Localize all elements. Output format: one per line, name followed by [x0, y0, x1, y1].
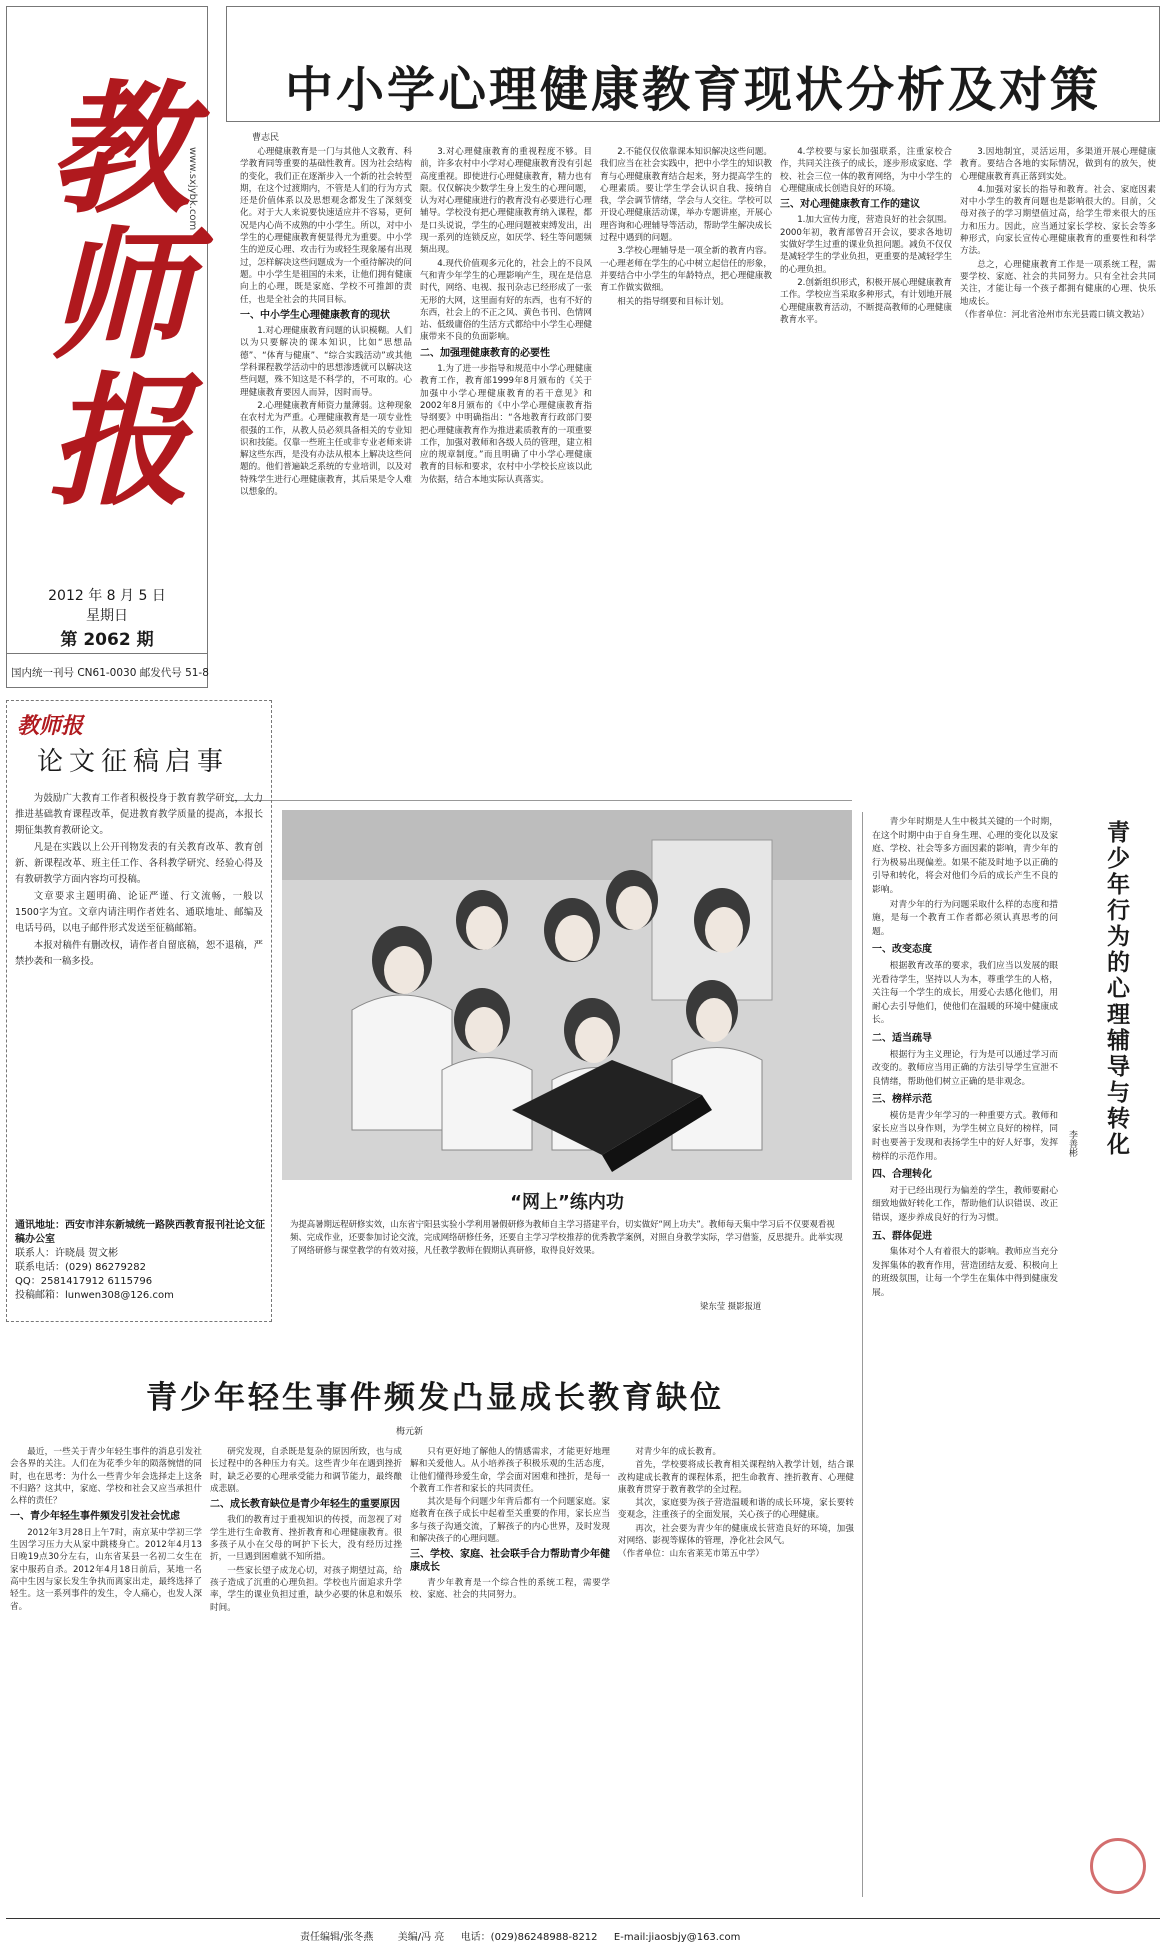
side-paragraph: 青少年时期是人生中极其关键的一个时期，在这个时期中由于自身生理、心理的变化以及家庭、学校、社会等多方面因素的影响，青少年的行为极易出现偏差。如果不能及时地予以正确的引导和转化，将会对他们今后的成长产生不良的影响。	[872, 817, 1058, 895]
bottom-paragraph: 研究发现，自杀既是复杂的原因所致，也与成长过程中的各种压力有关。这些青少年在遇到挫折时，缺乏必要的心理承受能力和调节能力，最终酿成悲剧。	[210, 1447, 402, 1494]
side-paragraph: 集体对个人有着很大的影响。教师应当充分发挥集体的教育作用，营造团结友爱、积极向上的班级氛围，让每一个学生在集体中得到健康发展。	[872, 1247, 1058, 1298]
bottom-paragraph: 首先，学校要将成长教育相关课程纳入教学计划，结合课改构建成长教育的课程体系，把生命教育、挫折教育、心理健康教育贯穿于教育教学的全过程。	[618, 1460, 854, 1495]
lead-column-5	[960, 146, 1156, 636]
side-subhead: 四、合理转化	[872, 1169, 932, 1181]
bottom-byline: （作者单位：山东省莱芜市第五中学）	[618, 1549, 765, 1560]
publication-codes: 国内统一刊号 CN61-0030 邮发代号 51-8	[11, 667, 209, 679]
side-paragraph: 模仿是青少年学习的一种重要方式。教师和家长应当以身作则，为学生树立良好的榜样，同时也要善于发现和表扬学生中的好人好事，发挥榜样的示范作用。	[872, 1110, 1058, 1162]
bottom-paragraph: 最近，一些关于青少年轻生事件的消息引发社会各界的关注。人们在为花季少年的陨落惋惜的同时，也在思考：为什么一些青少年会选择走上这条不归路？这其中，家庭、学校和社会又应当承担什么样的责任？	[10, 1447, 202, 1507]
notice-paragraph: 文章要求主题明确、论证严谨、行文流畅，一般以1500字为宜。文章内请注明作者姓名、通联地址、邮编及电话号码，以电子邮件形式发送至征稿邮箱。	[15, 891, 263, 934]
lead-paragraph: 心理健康教育是一门与其他人文教育、科学教育同等重要的基础性教育。因为社会结构的变化，我们正在逐渐步入一个新的社会转型期，在这个过渡期内，不管是人们的行为方式还是价值体系以及思想观念都发生了深刻变化。对于大人来说要快速适应并不容易，更何况是内心尚不成熟的中小学生。所以，对中小学生的心理健康教育便显得尤为重要。中小学生的逆反心理、攻击行为或轻生现象屡有出现过，怎样解决这些问题成为一个亟待解决的问题。中小学生是祖国的未来，让他们拥有健康向上的心理，既是家庭、学校不可推卸的责任，也是全社会的共同目标。	[240, 147, 412, 305]
lead-byline: （作者单位：河北省沧州市东光县霞口镇文教站）	[960, 309, 1150, 320]
side-paragraph: 对青少年的行为问题采取什么样的态度和措施，是每一个教育工作者都必须认真思考的问题。	[872, 899, 1058, 937]
masthead-divider	[7, 653, 207, 654]
bottom-subhead: 三、学校、家庭、社会联手合力帮助青少年健康成长	[410, 1549, 610, 1573]
lead-paragraph: 1.加大宣传力度，营造良好的社会氛围。2000年初，教育部曾召开会议，要求各地切实做好学生过重的课业负担问题。减负不仅仅是减轻学生的学业负担，更重要的是减轻学生的心理负担。	[780, 215, 952, 275]
notice-contacts	[15, 1219, 265, 1303]
masthead-url: www.sxjybk.com	[187, 147, 198, 231]
lead-subhead-1: 一、中小学生心理健康教育的现状	[240, 309, 390, 321]
stamp-icon	[1090, 1838, 1146, 1894]
lead-column-4	[780, 146, 952, 636]
bottom-subhead: 二、成长教育缺位是青少年轻生的重要原因	[210, 1499, 400, 1511]
bottom-paragraph: 我们的教育过于重视知识的传授，而忽视了对学生进行生命教育、挫折教育和心理健康教育。很多孩子从小在父母的呵护下长大，没有经历过挫折，一旦遇到困难就不知所措。	[210, 1515, 402, 1563]
lead-paragraph: 3.因地制宜，灵活运用，多渠道开展心理健康教育。要结合各地的实际情况，做到有的放矢，使心理健康教育真正落到实处。	[960, 147, 1156, 182]
photo-credit: 梁东莹 摄影报道	[700, 1301, 762, 1311]
issue-number: 第 2062 期	[60, 630, 154, 650]
bottom-headline: 青少年轻生事件频发凸显成长教育缺位	[146, 1380, 724, 1416]
notice-paragraph: 为鼓励广大教育工作者积极投身于教育教学研究，大力推进基础教育课程改革，促进教育教学质量的提高，本报长期征集教育教研论文。	[15, 793, 263, 836]
masthead-box	[6, 6, 208, 688]
bottom-paragraph: 一些家长望子成龙心切，对孩子期望过高，给孩子造成了沉重的心理负担。学校也片面追求升学率，学生的课业负担过重，缺少必要的休息和娱乐时间。	[210, 1565, 402, 1613]
contact-phone: 联系电话：(029) 86279282	[15, 1262, 146, 1273]
contact-qq: QQ：2581417912 6115796	[15, 1276, 153, 1287]
side-paragraph: 对于已经出现行为偏差的学生，教师要耐心细致地做好转化工作，帮助他们认识错误、改正错误，逐步养成良好的行为习惯。	[872, 1185, 1058, 1224]
lead-author: 曹志民	[252, 133, 280, 143]
contact-email: 投稿邮箱：lunwen308@126.com	[15, 1290, 174, 1301]
side-subhead: 一、改变态度	[872, 944, 932, 956]
notice-paragraph: 本报对稿件有删改权，请作者自留底稿，恕不退稿，严禁抄袭和一稿多投。	[15, 940, 263, 967]
footer	[300, 1928, 1060, 1943]
news-photo	[282, 810, 852, 1180]
footer-phone: 电话：(029)86248988-8212	[460, 1932, 598, 1943]
bottom-paragraph: 其次，家庭要为孩子营造温暖和谐的成长环境，家长要转变观念，注重孩子的全面发展，关心孩子的心理健康。	[618, 1498, 854, 1521]
contact-address: 通讯地址：西安市沣东新城统一路陕西教育报刊社论文征稿办公室	[15, 1220, 265, 1245]
side-divider	[862, 812, 863, 1897]
notice-brand: 教师报	[17, 713, 84, 739]
masthead-title: 教师报	[24, 74, 190, 512]
footer-design: 美编/冯 亮	[397, 1932, 445, 1943]
side-subhead: 五、群体促进	[872, 1230, 932, 1242]
lead-paragraph: 2.不能仅仅依靠课本知识解决这些问题。我们应当在社会实践中，把中小学生的知识教育与心理健康教育结合起来，努力提高学生的心理素质。要让学生学会认识自我、接纳自我，学会调节情绪，学会与人交往。学校可以开设心理健康活动课，举办专题讲座，开展心理咨询和心理辅导等活动，帮助学生解决成长过程中遇到的问题。	[600, 147, 772, 244]
lead-column-3	[600, 146, 772, 636]
side-author: 李善彬	[1067, 1130, 1077, 1157]
lead-subhead-3: 三、对心理健康教育工作的建议	[780, 199, 920, 211]
bottom-paragraph: 2012年3月28日上午7时，南京某中学初三学生因学习压力大从家中跳楼身亡。2012年4月13日晚19点30分左右，山东省某县一名初二女生在家中服药自杀。2012年4月18日前后，某地一名高中生因与家长发生争执而离家出走，最终选择了轻生。这一系列事件的发生，令人痛心，也发人深省。	[10, 1527, 202, 1612]
lead-paragraph: 1.为了进一步指导和规范中小学心理健康教育工作，教育部1999年8月颁布的《关于加强中小学心理健康教育的若干意见》和2002年8月颁布的《中小学心理健康教育指导纲要》中明确指出：“各地教育行政部门要把心理健康教育作为推进素质教育的一项重要工作，加强对教师和各级人员的管理，建立相应的规章制度。”而且明确了中小学心理健康教育的目标和要求，农村中小学校长应该以此为依据，结合本地实际认真落实。	[420, 364, 592, 485]
side-headline: 青少年行为的心理辅导与转化	[1103, 820, 1129, 1158]
side-subhead: 二、适当疏导	[872, 1032, 932, 1044]
lead-paragraph: 3.对心理健康教育的重视程度不够。目前，许多农村中小学对心理健康教育没有引起高度重视。即使进行心理健康教育，精力也有限。仅仅解决少数学生身上发生的心理问题，认为对心理健康进行的教育没有必要进行心理辅导。学校没有把心理健康教育纳入课程，都是口头说说，学生的心理问题被束缚发出，出现一系列的连锁反应，如厌学、轻生等问题频频出现。	[420, 147, 592, 256]
bottom-column-4	[618, 1446, 854, 1898]
lead-column-1	[240, 146, 412, 636]
notice-title: 论文征稿启事	[37, 747, 230, 777]
bottom-column-1	[10, 1446, 202, 1898]
footer-email: E-mail:jiaosbjy@163.com	[613, 1932, 741, 1943]
footer-rule	[6, 1918, 1160, 1919]
issue-weekday: 星期日	[86, 608, 128, 624]
lead-paragraph: 4.学校要与家长加强联系，注重家校合作，共同关注孩子的成长，逐步形成家庭、学校、社会三位一体的教育网络，为中小学生的心理健康成长创造良好的环境。	[780, 147, 952, 194]
lead-paragraph: 相关的指导纲要和目标计划。	[617, 296, 729, 307]
bottom-paragraph: 对青少年的成长教育。	[635, 1447, 722, 1457]
photo-caption-title: “网上”练内功	[510, 1192, 624, 1213]
side-paragraph: 根据教育改革的要求，我们应当以发展的眼光看待学生，坚持以人为本，尊重学生的人格，关注每一个学生的成长，用爱心去感化他们，用耐心去引导他们，使他们在温暖的环境中健康成长。	[872, 960, 1058, 1026]
bottom-paragraph: 其次是每个问题少年背后都有一个问题家庭。家庭教育在孩子成长中起着至关重要的作用，家长应当多与孩子沟通交流，了解孩子的内心世界，及时发现和解决孩子的心理问题。	[410, 1497, 610, 1545]
lead-paragraph: 4.现代价值观多元化的，社会上的不良风气和青少年学生的心理影响产生，现在是信息时代，网络、电视、报刊杂志已经形成了一张无形的大网，这里面有好的东西，也有不好的东西，社会上的不正之风、黄色书刊、色情网站、低级庸俗的生活方式都给中小学生心理健康带来不良的负面影响。	[420, 258, 592, 343]
section-rule	[226, 800, 852, 801]
bottom-column-3	[410, 1446, 610, 1898]
lead-paragraph: 3.学校心理辅导是一项全新的教育内容。一心理老师在学生的心中树立起信任的形象，并要结合中小学生的年龄特点，把心理健康教育工作做实做细。	[600, 246, 772, 294]
lead-paragraph: 1.对心理健康教育问题的认识模糊。人们以为只要解决的课本知识，比如“思想品德”、“体育与健康”、“综合实践活动”或其他学科课程教学活动中的思想渗透就可以解决这些问题，殊不知这是不科学的，不可取的。心理健康教育要因人而异，因时而导。	[240, 326, 412, 398]
lead-paragraph: 总之，心理健康教育工作是一项系统工程，需要学校、家庭、社会的共同努力。只有全社会共同关注，才能让每一个孩子都拥有健康的心理、快乐地成长。	[960, 259, 1156, 307]
notice-body	[15, 791, 263, 1171]
photo-illustration	[282, 810, 852, 1180]
lead-headline-box	[226, 6, 1160, 122]
notice-box	[6, 700, 272, 1322]
notice-paragraph: 凡是在实践以上公开刊物发表的有关教育改革、教育创新、新课程改革、班主任工作、各科教学研究、经验心得及有教研教学方面内容均可投稿。	[15, 842, 263, 885]
bottom-paragraph: 再次，社会要为青少年的健康成长营造良好的环境，加强对网络、影视等媒体的管理，净化社会风气。	[618, 1523, 854, 1547]
lead-paragraph: 2.创新组织形式，积极开展心理健康教育工作。学校应当采取多种形式，有计划地开展心理健康教育活动，不断提高教师的心理健康教育水平。	[780, 277, 952, 325]
lead-column-2	[420, 146, 592, 636]
footer-editor: 责任编辑/张冬燕	[300, 1932, 374, 1943]
photo-caption-text: 为提高暑期远程研修实效，山东省宁阳县实验小学利用暑假研修为教师自主学习搭建平台，切实做好“网上功夫”。教师每天集中学习后不仅要观看视频、完成作业，还要参加讨论交流，完成网络研修任务，还要自主学习学校推荐的优秀教学案例，对照自身教学实际，学习借鉴，反思提升。此举实现了网络研修与课堂教学的有效对接，凡任教学教师在假期认真研修，取得良好效果。	[290, 1219, 843, 1255]
bottom-paragraph: 只有更好地了解他人的情感需求，才能更好地理解和关爱他人。从小培养孩子积极乐观的生活态度，让他们懂得珍爱生命，学会面对困难和挫折，是每一个教育工作者和家长的共同责任。	[410, 1447, 610, 1494]
contact-person: 联系人：许晓晨 贺文彬	[15, 1248, 119, 1259]
side-subhead: 三、榜样示范	[872, 1094, 932, 1106]
lead-paragraph: 4.加强对家长的指导和教育。社会、家庭因素对中小学生的教育问题也是影响很大的。目前，父母对孩子的学习期望值过高，给学生带来很大的压力和压力。因此，应当通过家长学校、家长会等多种形式，向家长宣传心理健康教育的重要性和科学方法。	[960, 184, 1156, 257]
bottom-column-2	[210, 1446, 402, 1898]
issue-date: 2012 年 8 月 5 日	[48, 588, 166, 604]
lead-subhead-2: 二、加强理健康教育的必要性	[420, 347, 550, 359]
lead-headline: 中小学心理健康教育现状分析及对策	[284, 62, 1101, 118]
bottom-author: 梅元新	[396, 1427, 424, 1437]
lead-paragraph: 2.心理健康教育师资力量薄弱。这种现象在农村尤为严重。心理健康教育是一项专业性很强的工作，从教人员必须具备相关的专业知识和技能。仅靠一些班主任或非专业老师来讲解这些东西，是没有办法从根本上解决这些问题的。他们普遍缺乏系统的专业培训，以及对特殊学生进行心理健康教育，其后果是令人难以想象的。	[240, 400, 412, 498]
bottom-subhead: 一、青少年轻生事件频发引发社会忧虑	[10, 1511, 180, 1523]
bottom-paragraph: 青少年教育是一个综合性的系统工程，需要学校、家庭、社会的共同努力。	[410, 1577, 610, 1601]
side-column	[872, 816, 1058, 1896]
side-paragraph: 根据行为主义理论，行为是可以通过学习而改变的。教师应当用正确的方法引导学生宣泄不良情绪，帮助他们树立正确的是非观念。	[872, 1049, 1058, 1087]
